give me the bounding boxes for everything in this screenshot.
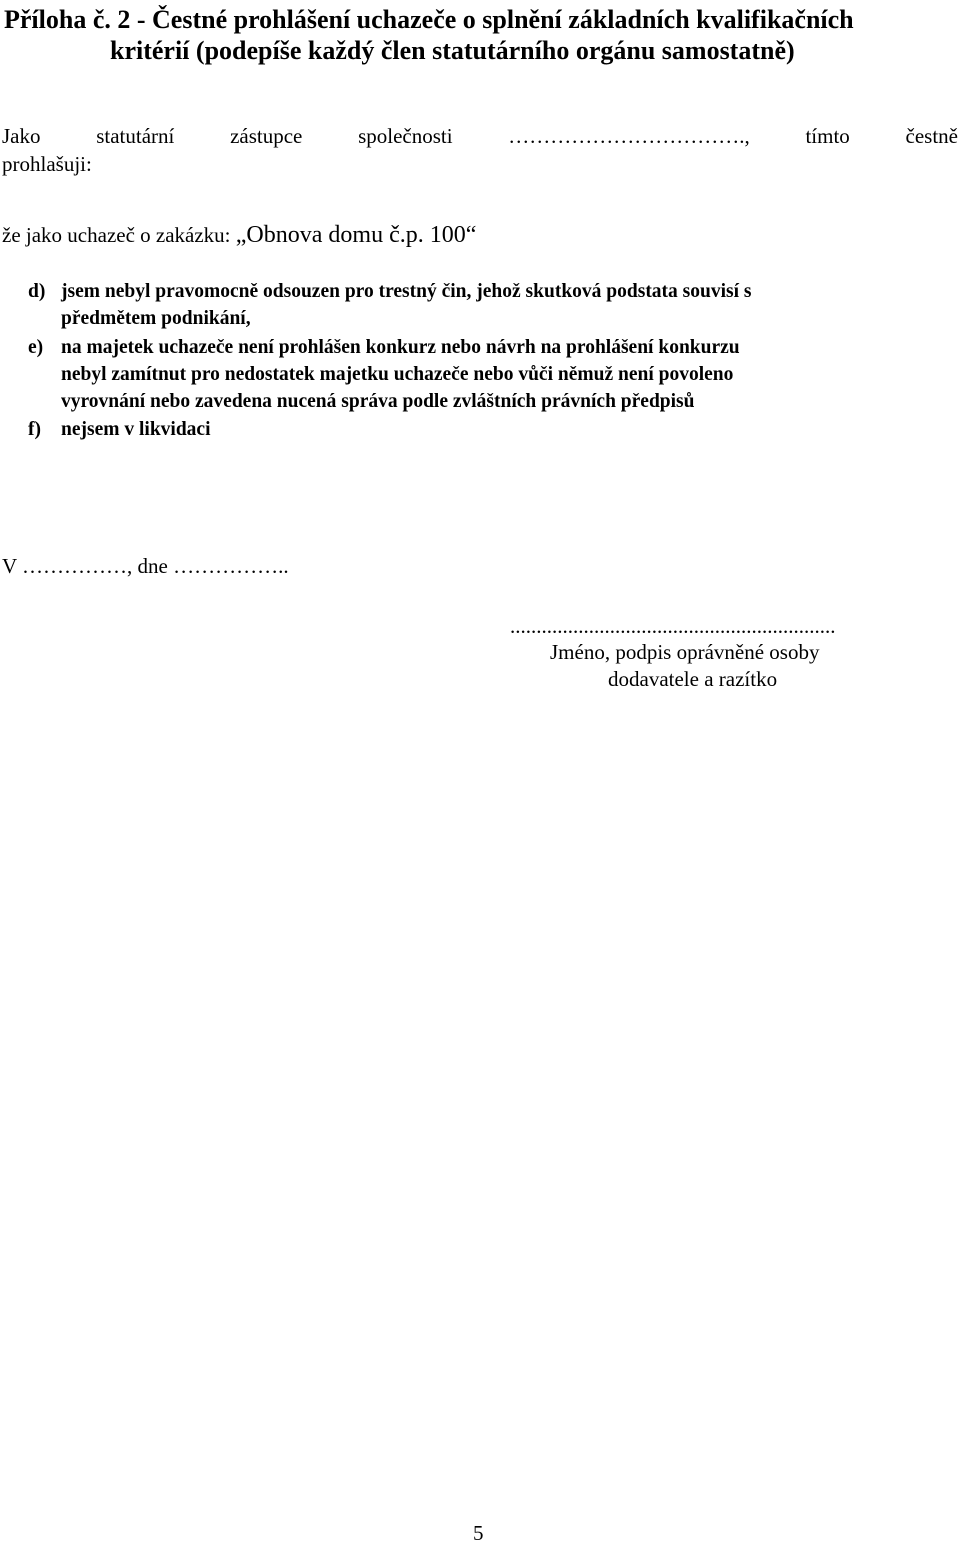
title-line-1: Příloha č. 2 - Čestné prohlášení uchazeče o splnění základních kvalifikačních: [4, 5, 854, 34]
criterion-letter: d): [28, 281, 46, 302]
criterion-text: na majetek uchazeče není prohlášen konkurz nebo návrh na prohlášení konkurzu: [61, 337, 740, 358]
statement-words: [2, 124, 958, 149]
place-and-date: V ……………, dne ……………..: [2, 554, 289, 578]
company-name-placeholder: …………………………….,: [508, 124, 750, 148]
subject-prefix: že jako uchazeč o zakázku:: [2, 223, 231, 247]
criteria-list: [28, 278, 960, 438]
page-number: 5: [473, 1521, 484, 1545]
criterion-text: nejsem v likvidaci: [61, 419, 211, 440]
statement-word: zástupce: [230, 124, 303, 148]
criterion-text: jsem nebyl pravomocně odsouzen pro trestný čin, jehož skutková podstata souvisí s: [61, 281, 752, 302]
document-title: [4, 4, 944, 66]
subject-line: [2, 222, 476, 249]
statement-line-2: prohlašuji:: [2, 152, 92, 176]
criterion-text: vyrovnání nebo zavedena nucená správa podle zvláštních právních předpisů: [61, 391, 695, 412]
project-name: „Obnova domu č.p. 100“: [235, 222, 477, 248]
criterion-text: nebyl zamítnut pro nedostatek majetku uchazeče nebo vůči němuž není povoleno: [61, 364, 734, 385]
criterion-letter: f): [28, 419, 41, 440]
criterion-text: předmětem podnikání,: [61, 308, 251, 329]
statement-word: statutární: [96, 124, 175, 148]
criterion-letter: e): [28, 337, 44, 358]
signature-dots: ..............................................................: [510, 614, 836, 638]
signature-label-line-1: Jméno, podpis oprávněné osoby: [550, 640, 820, 664]
title-line-2: kritérií (podepíše každý člen statutárního orgánu samostatně): [110, 36, 795, 65]
statement-word: společnosti: [358, 124, 453, 148]
signature-label-line-2: dodavatele a razítko: [608, 667, 778, 691]
statement-word: čestně: [905, 124, 958, 148]
statement-line-1: [2, 124, 958, 149]
statement-word: tímto: [805, 124, 850, 148]
statement-word: Jako: [2, 124, 41, 148]
